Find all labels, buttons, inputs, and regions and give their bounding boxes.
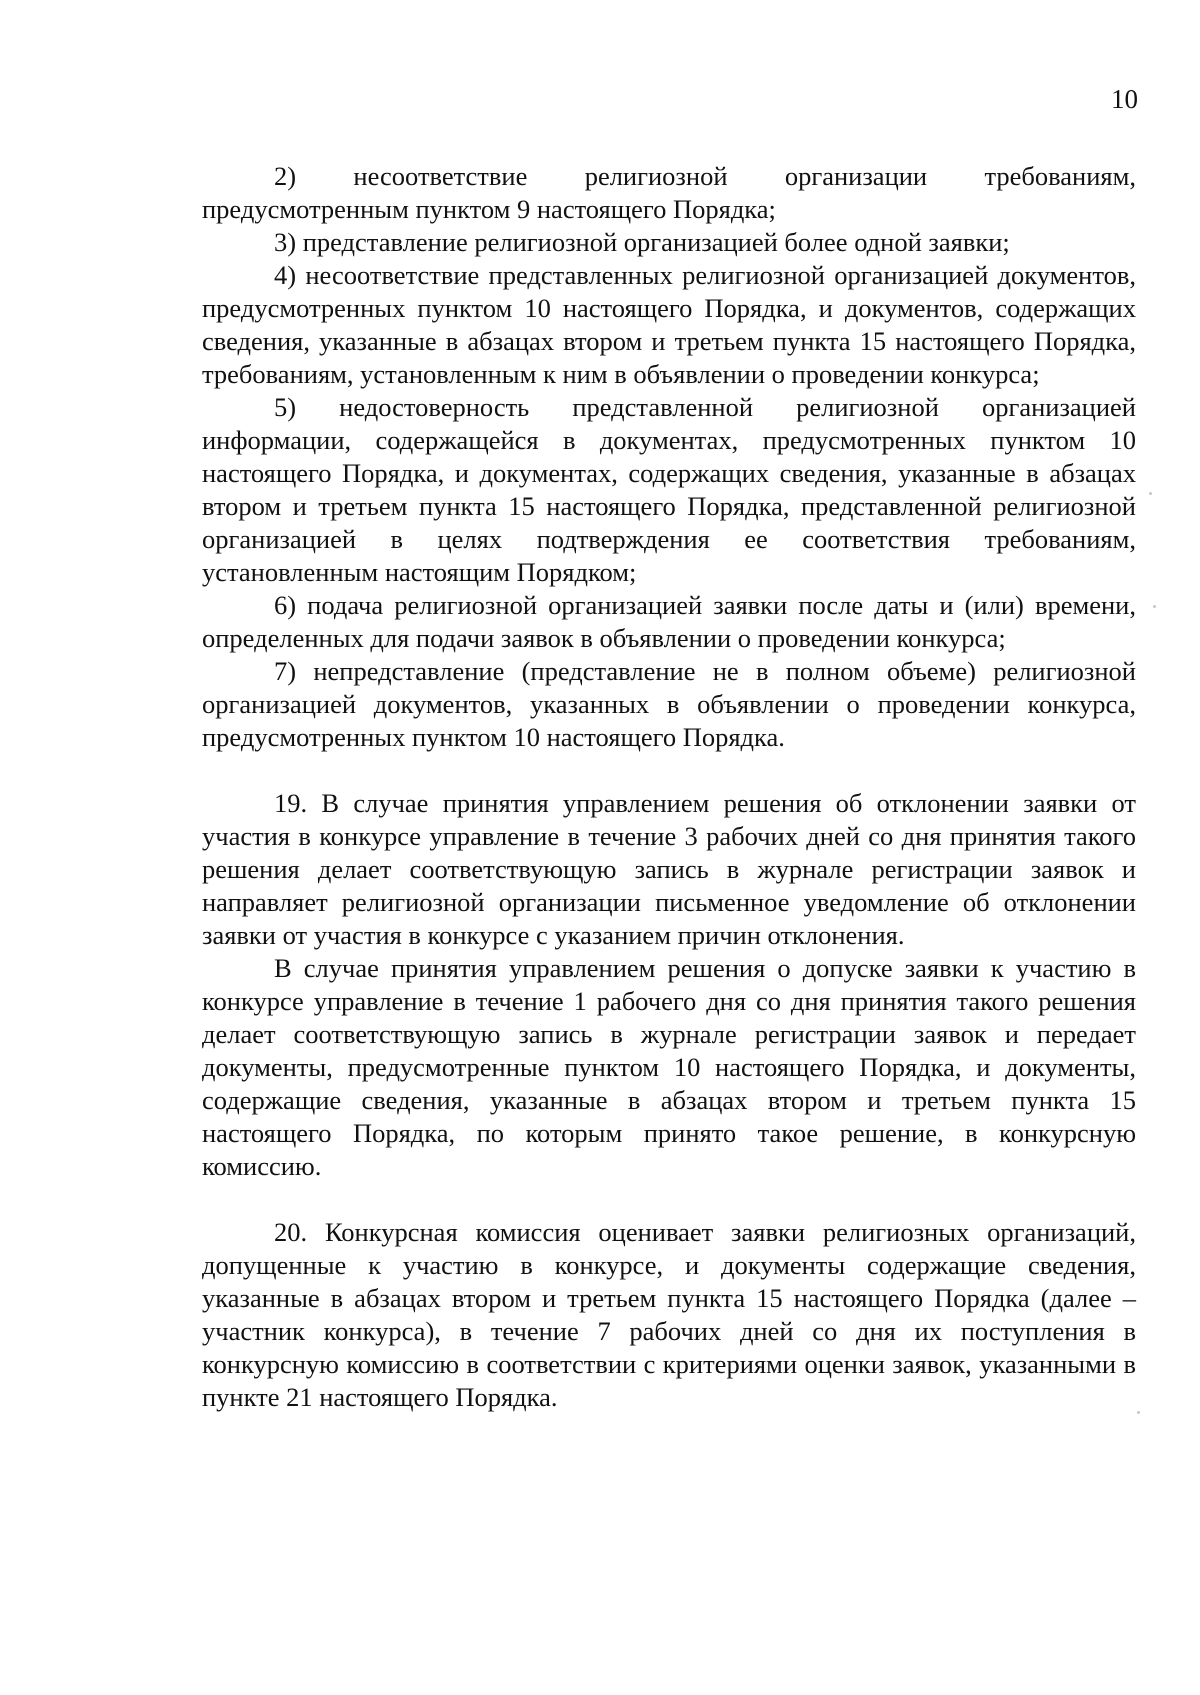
section-19-admission-paragraph: В случае принятия управлением решения о допуске заявки к участию в конкурсе управление в течение 1 рабочего дня со дня принятия такого решения делает соответствующую запись в журнале регистрации заявок и передает документы, предусмотренные пунктом 10 настоящего Порядка, и документы, содержащие сведения, указанные в абзацах втором и третьем пункта 15 настоящего Порядка, по которым принято такое решение, в конкурсную комиссию. xyxy=(202,953,1136,1181)
section-spacer xyxy=(202,754,1136,787)
item-6-paragraph: 6) подача религиозной организацией заявки после даты и (или) времени, определенных для подачи заявок в объявлении о проведении конкурса; xyxy=(202,590,1136,653)
item-7-paragraph: 7) непредставление (представление не в полном объеме) религиозной организацией документов, указанных в объявлении о проведении конкурса, предусмотренных пунктом 10 настоящего Порядка. xyxy=(202,656,1136,752)
page-number: 10 xyxy=(1111,84,1138,114)
section-20-paragraph: 20. Конкурсная комиссия оценивает заявки религиозных организаций, допущенные к участию в конкурсе, и документы содержащие сведения, указанные в абзацах втором и третьем пункта 15 настоящего Порядка (далее – участник конкурса), в течение 7 рабочих дней со дня их поступления в конкурсную комиссию в соответствии с критериями оценки заявок, указанными в пункте 21 настоящего Порядка. xyxy=(202,1217,1136,1412)
scan-speck xyxy=(1149,492,1152,495)
item-4-paragraph: 4) несоответствие представленных религиозной организацией документов, предусмотренных пунктом 10 настоящего Порядка, и документов, содержащих сведения, указанные в абзацах втором и третьем пункта 15 настоящего Порядка, требованиям, установленным к ним в объявлении о проведении конкурса; xyxy=(202,260,1136,389)
document-body xyxy=(202,160,1136,1414)
scan-speck xyxy=(1153,605,1156,608)
item-5-paragraph: 5) недостоверность представленной религиозной организацией информации, содержащейся в документах, предусмотренных пунктом 10 настоящего Порядка, и документах, содержащих сведения, указанные в абзацах втором и третьем пункта 15 настоящего Порядка, представленной религиозной организацией в целях подтверждения ее соответствия требованиям, установленным настоящим Порядком; xyxy=(202,392,1136,587)
scan-speck xyxy=(1137,1411,1140,1414)
item-2-paragraph: 2) несоответствие религиозной организации требованиям, предусмотренным пунктом 9 настоящего Порядка; xyxy=(202,161,1136,224)
section-spacer xyxy=(202,1183,1136,1216)
item-3-paragraph: 3) представление религиозной организацией более одной заявки; xyxy=(274,227,1010,257)
section-19-paragraph: 19. В случае принятия управлением решения об отклонении заявки от участия в конкурсе управление в течение 3 рабочих дней со дня принятия такого решения делает соответствующую запись в журнале регистрации заявок и направляет религиозной организации письменное уведомление об отклонении заявки от участия в конкурсе с указанием причин отклонения. xyxy=(202,788,1136,950)
